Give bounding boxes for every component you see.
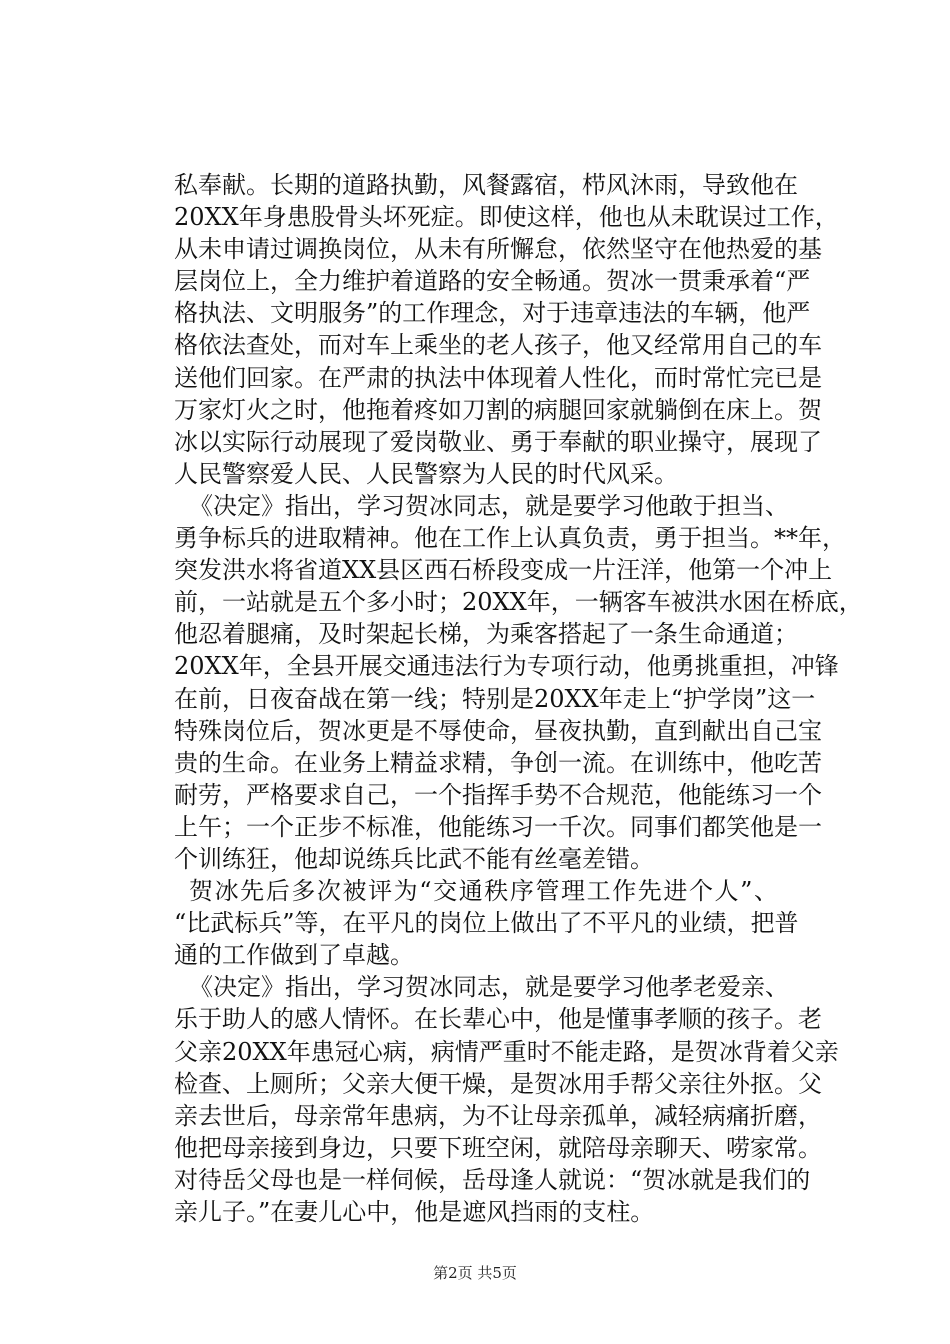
text-line: 层岗位上，全力维护着道路的安全畅通。贺冰一贯秉承着“严 bbox=[174, 267, 811, 296]
text-line: 20XX年，全县开展交通违法行为专项行动，他勇挑重担，冲锋 bbox=[174, 652, 839, 681]
text-line: 通的工作做到了卓越。 bbox=[174, 941, 414, 970]
text-line: 冰以实际行动展现了爱岗敬业、勇于奉献的职业操守，展现了 bbox=[174, 427, 822, 456]
text-line: 前，一站就是五个多小时；20XX年，一辆客车被洪水困在桥底， bbox=[174, 588, 863, 617]
text-line: “比武标兵”等，在平凡的岗位上做出了不平凡的业绩，把普 bbox=[174, 909, 799, 938]
text-line: 乐于助人的感人情怀。在长辈心中，他是懂事孝顺的孩子。老 bbox=[174, 1005, 822, 1034]
text-line: 耐劳，严格要求自己，一个指挥手势不合规范，他能练习一个 bbox=[174, 780, 822, 809]
text-line: 特殊岗位后，贺冰更是不辱使命，昼夜执勤，直到献出自己宝 bbox=[174, 716, 822, 745]
text-line: 贵的生命。在业务上精益求精，争创一流。在训练中，他吃苦 bbox=[174, 748, 822, 777]
text-line: 突发洪水将省道XX县区西石桥段变成一片汪洋，他第一个冲上 bbox=[174, 556, 833, 585]
text-line: 万家灯火之时，他拖着疼如刀割的病腿回家就躺倒在床上。贺 bbox=[174, 395, 822, 424]
text-line: 对待岳父母也是一样伺候，岳母逢人就说：“贺冰就是我们的 bbox=[174, 1165, 811, 1194]
text-line: 人民警察爱人民、人民警察为人民的时代风采。 bbox=[174, 459, 678, 488]
page-number-footer: 第2页 共5页 bbox=[433, 1264, 517, 1282]
text-line: 勇争标兵的进取精神。他在工作上认真负责，勇于担当。**年， bbox=[174, 524, 846, 553]
text-line: 从未申请过调换岗位，从未有所懈怠，依然坚守在他热爱的基 bbox=[174, 235, 822, 264]
text-line: 20XX年身患股骨头坏死症。即使这样，他也从未耽误过工作， bbox=[174, 203, 839, 232]
text-line: 送他们回家。在严肃的执法中体现着人性化，而时常忙完已是 bbox=[174, 363, 822, 392]
text-line: 在前，日夜奋战在第一线；特别是20XX年走上“护学岗”这一 bbox=[174, 684, 816, 713]
text-line: 个训练狂，他却说练兵比武不能有丝毫差错。 bbox=[174, 844, 654, 873]
text-line: 父亲20XX年患冠心病，病情严重时不能走路，是贺冰背着父亲 bbox=[174, 1037, 839, 1066]
text-line: 格依法查处，而对车上乘坐的老人孩子，他又经常用自己的车 bbox=[174, 331, 822, 360]
document-body bbox=[174, 169, 863, 1228]
text-line: 他把母亲接到身边，只要下班空闲，就陪母亲聊天、唠家常。 bbox=[174, 1133, 822, 1162]
text-line: 贺冰先后多次被评为“交通秩序管理工作先进个人”、 bbox=[189, 877, 778, 906]
text-line: 格执法、文明服务”的工作理念，对于违章违法的车辆，他严 bbox=[174, 299, 811, 328]
text-line: 他忍着腿痛，及时架起长梯，为乘客搭起了一条生命通道； bbox=[174, 620, 798, 649]
text-line: 《决定》指出，学习贺冰同志，就是要学习他孝老爱亲、 bbox=[189, 973, 789, 1002]
text-line: 私奉献。长期的道路执勤，风餐露宿，栉风沐雨，导致他在 bbox=[174, 171, 798, 199]
text-line: 亲去世后，母亲常年患病，为不让母亲孤单，减轻病痛折磨， bbox=[174, 1101, 822, 1130]
text-line: 检查、上厕所；父亲大便干燥，是贺冰用手帮父亲往外抠。父 bbox=[174, 1069, 822, 1098]
text-line: 亲儿子。”在妻儿心中，他是遮风挡雨的支柱。 bbox=[174, 1198, 655, 1226]
text-line: 上午；一个正步不标准，他能练习一千次。同事们都笑他是一 bbox=[174, 812, 822, 841]
text-line: 《决定》指出，学习贺冰同志，就是要学习他敢于担当、 bbox=[189, 491, 789, 520]
